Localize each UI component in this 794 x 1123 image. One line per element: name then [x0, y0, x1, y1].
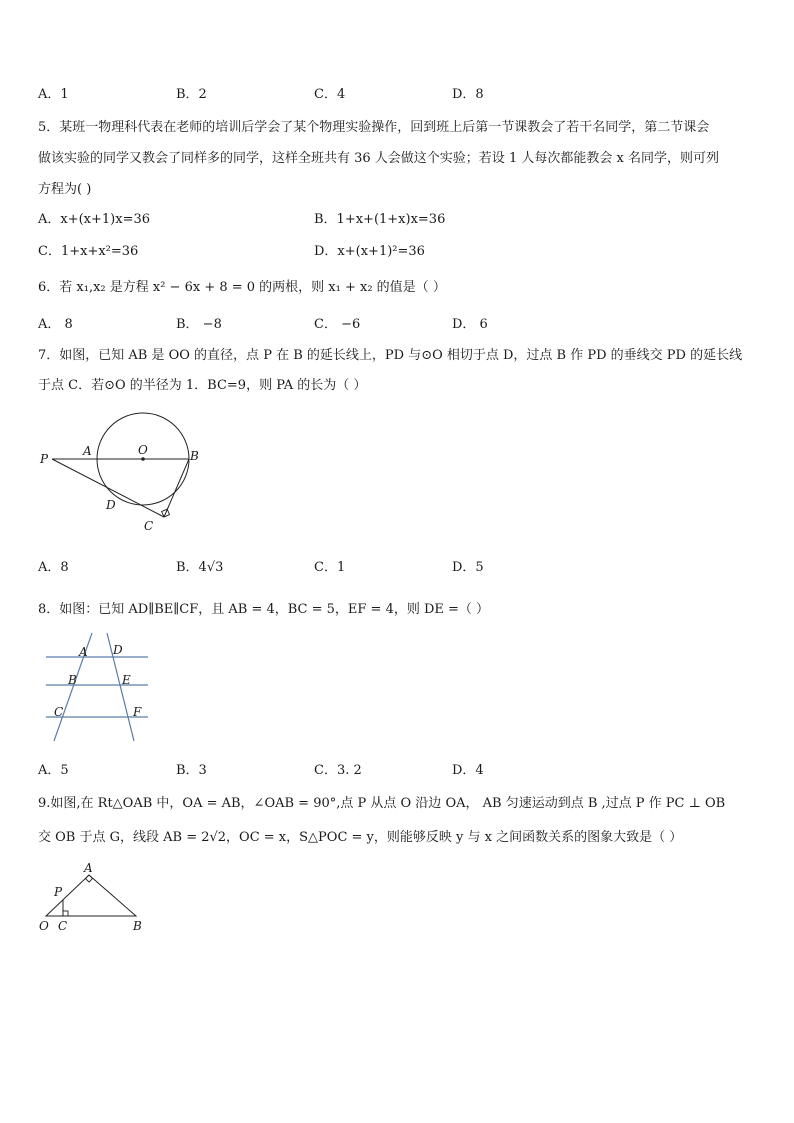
q8-label-b: B: [68, 673, 77, 687]
q7-option-d: D．5: [452, 560, 484, 575]
q7-option-b: B．4√3: [176, 560, 224, 575]
q9-label-c: C: [58, 919, 68, 933]
q8-figure: [40, 630, 155, 745]
q7-option-c: C．1: [314, 560, 346, 575]
q6-option-b: B． −8: [176, 317, 222, 332]
q8-label-d: D: [113, 643, 123, 657]
q8-stem: 8．如图：已知 AD∥BE∥CF，且 AB = 4，BC = 5，EF = 4，则 DE =（ ）: [38, 602, 490, 617]
q8-option-b: B．3: [176, 763, 207, 778]
q6-stem: 6．若 x₁,x₂ 是方程 x² − 6x + 8 = 0 的两根，则 x₁ + x₂ 的值是（ ）: [38, 280, 446, 295]
q9-right-angle-a: [85, 875, 92, 882]
q7-figure: [36, 405, 206, 535]
q5-line-1: 5．某班一物理科代表在老师的培训后学会了某个物理实验操作，回到班上后第一节课教会了若干名同学，第二节课会: [38, 120, 710, 135]
q8-option-d: D．4: [452, 763, 484, 778]
q7-label-a: A: [83, 444, 92, 458]
q8-option-a: A．5: [38, 763, 69, 778]
q4-option-a: A．1: [38, 87, 69, 102]
q7-label-o: O: [138, 443, 148, 457]
q9-figure: [36, 858, 151, 936]
q9-label-o: O: [39, 919, 49, 933]
q9-line-1: 9.如图,在 Rt△OAB 中，OA = AB，∠OAB = 90°,点 P 从点 O 沿边 OA， AB 匀速运动到点 B ,过点 P 作 PC ⊥ OB: [38, 796, 726, 811]
q7-line-2: 于点 C．若⊙O 的半径为 1．BC=9，则 PA 的长为（ ）: [38, 378, 367, 393]
q9-line-2: 交 OB 于点 G，线段 AB = 2√2，OC = x，S△POC = y，则能够反映 y 与 x 之间函数关系的图象大致是（ ）: [38, 830, 683, 845]
q5-line-2: 做该实验的同学又教会了同样多的同学，这样全班共有 36 人会做这个实验；若设 1 人每次都能教会 x 名同学，则可列: [38, 151, 719, 166]
q7-line-1: 7．如图，已知 AB 是 OO 的直径，点 P 在 B 的延长线上，PD 与⊙O 相切于点 D，过点 B 作 PD 的垂线交 PD 的延长线: [38, 348, 743, 363]
q5-option-a: A．x+(x+1)x=36: [38, 212, 151, 227]
q7-option-a: A．8: [38, 560, 69, 575]
q8-label-a: A: [79, 645, 88, 659]
q9-label-b: B: [133, 919, 142, 933]
q9-label-a: A: [84, 861, 93, 875]
q5-option-d: D．x+(x+1)²=36: [314, 244, 425, 259]
q4-option-b: B．2: [176, 87, 207, 102]
q8-label-f: F: [133, 705, 142, 719]
q7-line-bc: [164, 459, 189, 517]
q4-option-c: C．4: [314, 87, 346, 102]
q8-label-c: C: [54, 705, 64, 719]
q9-label-p: P: [54, 885, 63, 899]
q6-option-c: C． −6: [314, 317, 361, 332]
q7-label-b: B: [190, 449, 199, 463]
q8-option-c: C．3. 2: [314, 763, 362, 778]
q6-option-a: A． 8: [38, 317, 73, 332]
q5-option-c: C．1+x+x²=36: [38, 244, 139, 259]
q7-label-c: C: [144, 519, 154, 533]
q5-option-b: B．1+x+(1+x)x=36: [314, 212, 446, 227]
q6-option-d: D． 6: [452, 317, 488, 332]
q7-label-p: P: [40, 452, 49, 466]
q5-line-3: 方程为( ): [38, 182, 92, 197]
q8-label-e: E: [122, 673, 131, 687]
q4-option-d: D．8: [452, 87, 484, 102]
q7-center-dot: [141, 457, 145, 461]
q9-right-angle-c: [63, 911, 68, 916]
q7-label-d: D: [106, 498, 116, 512]
